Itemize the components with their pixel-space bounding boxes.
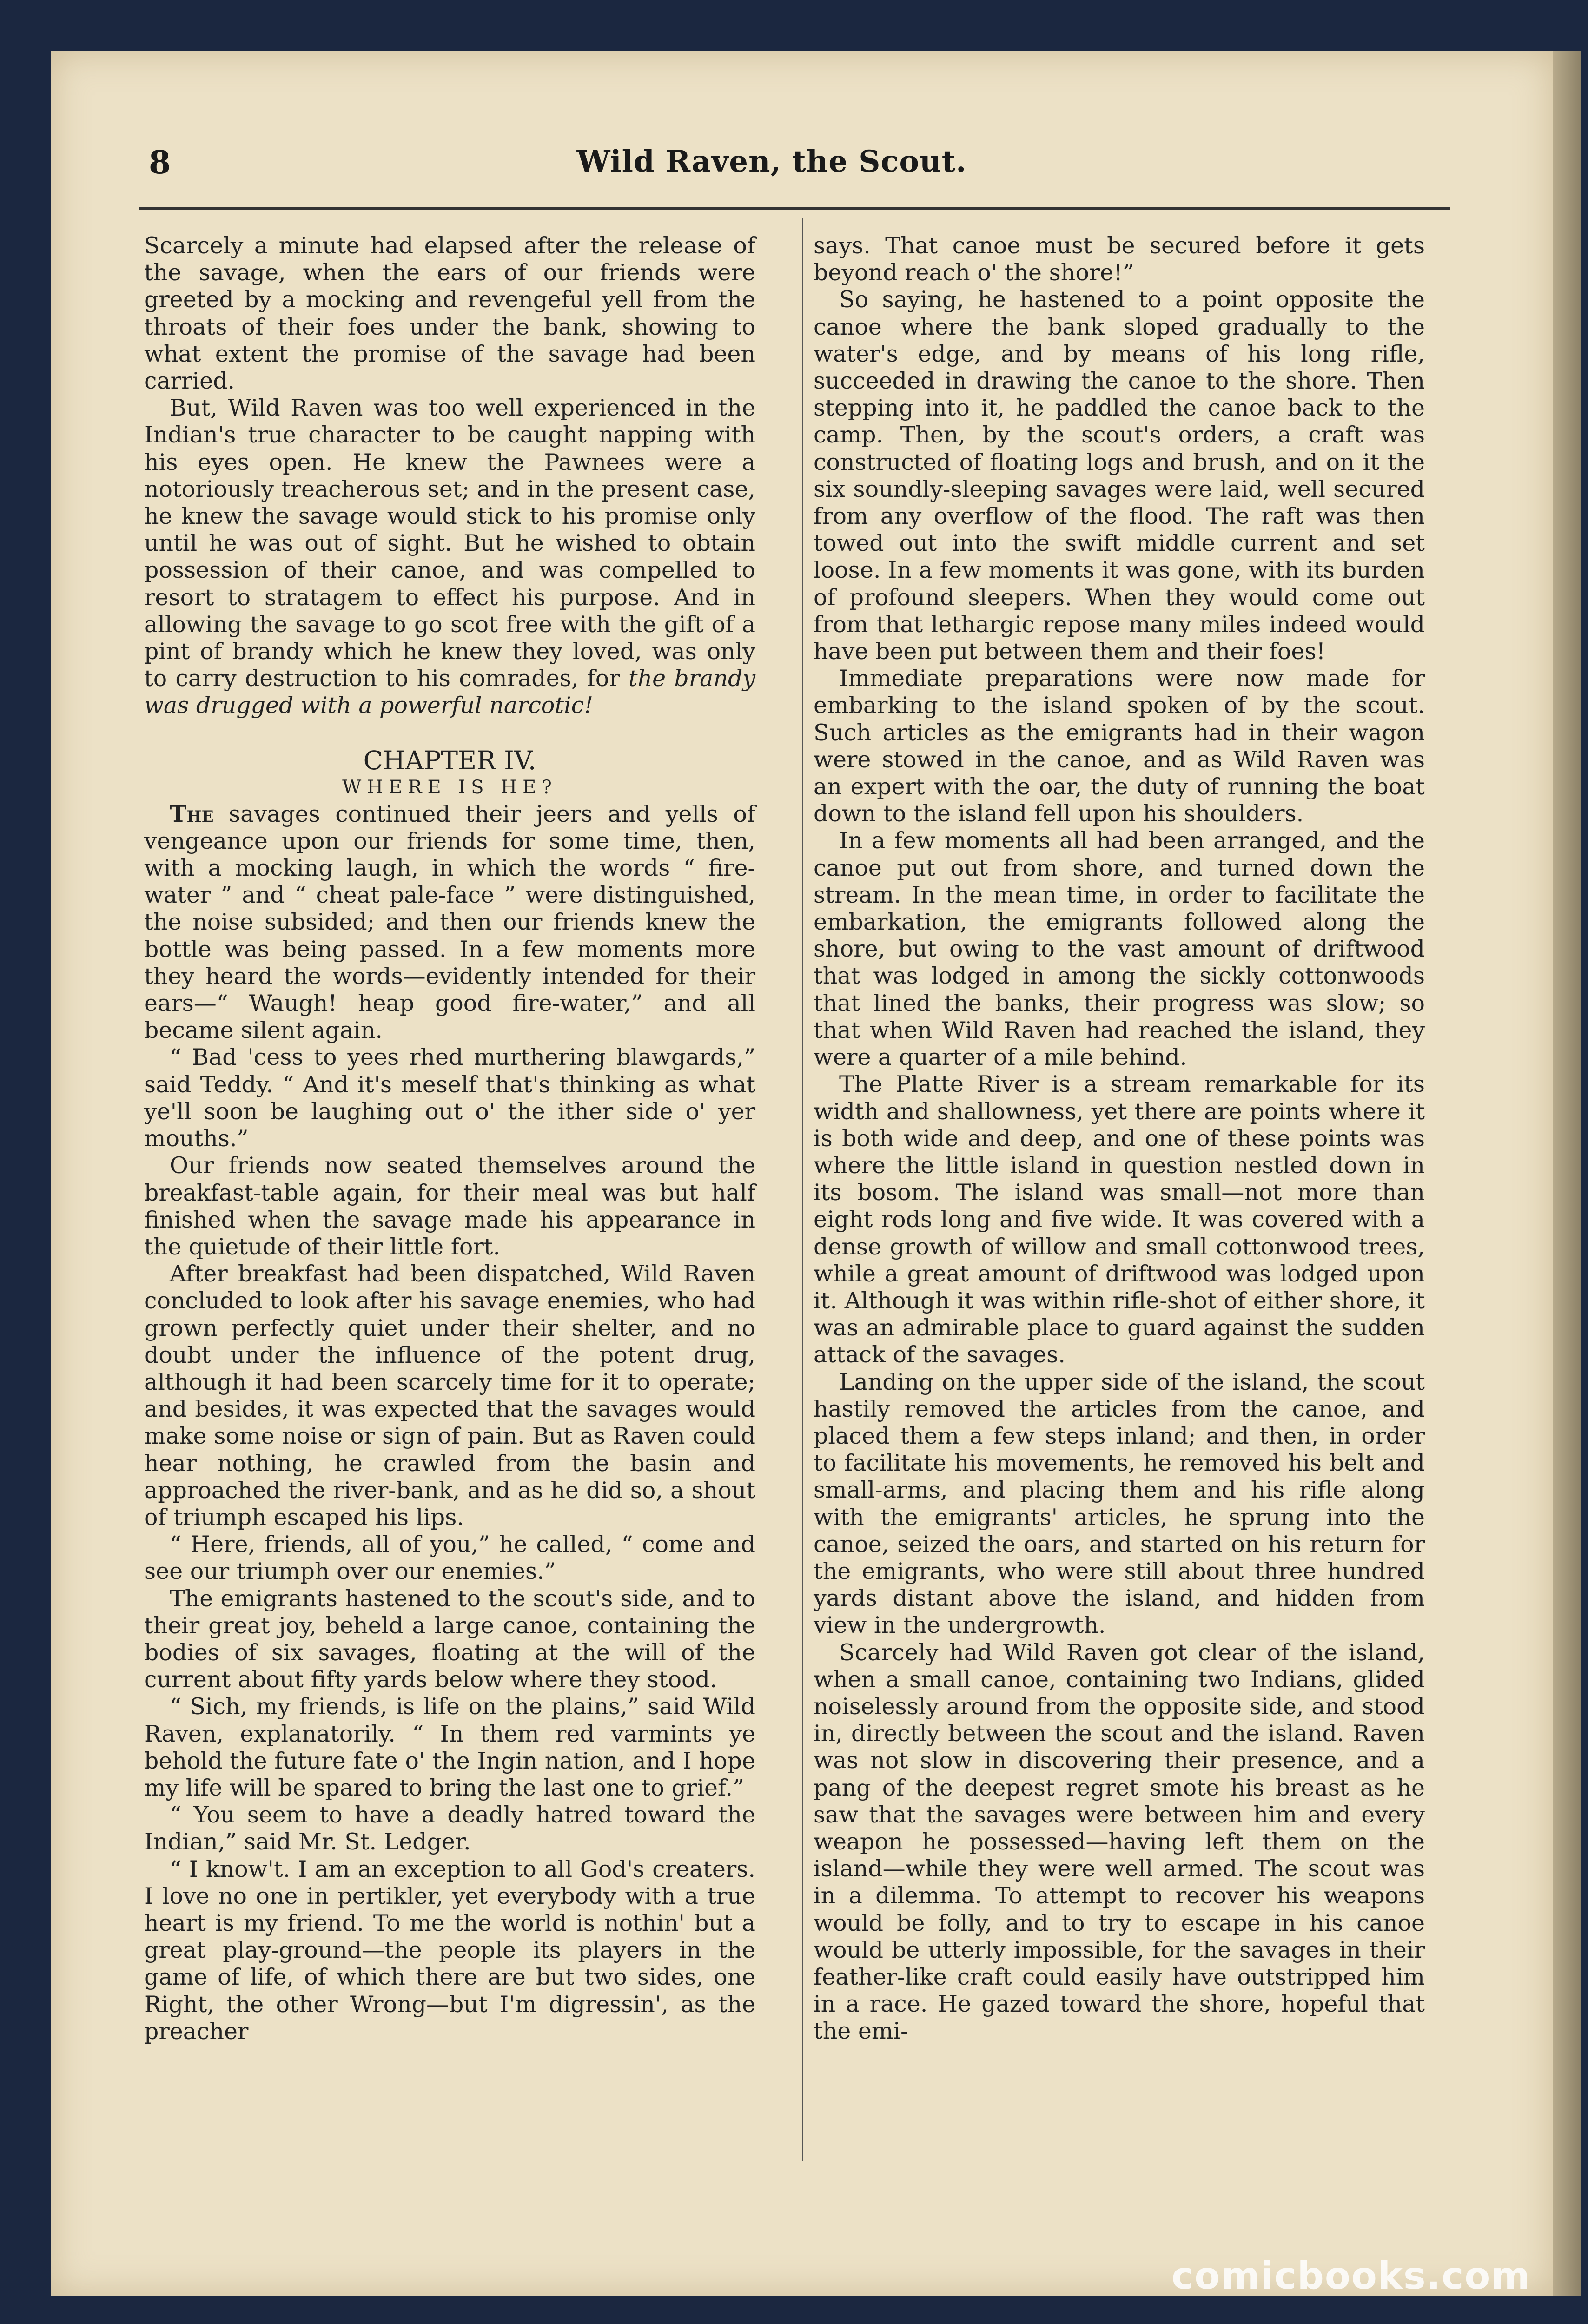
lead-word: The bbox=[170, 800, 214, 827]
paragraph: In a few moments all had been arranged, and the canoe put out from shore, and turned down the stream. In the mean time, in order to facilitate the embarkation, the emigrants followed along the shore, but owing to the vast amount of driftwood that was lodged in among the sickly cottonwoods that lined the banks, their progress was slow; so that when Wild Raven had reached the island, they were a quarter of a mile behind. bbox=[814, 827, 1425, 1071]
left-column bbox=[144, 232, 755, 2161]
watermark: comicbooks.com bbox=[1171, 2254, 1531, 2298]
paragraph-text: But, Wild Raven was too well experienced in the Indian's true character to be caught napping with his eyes open. He knew the Pawnees were a notoriously treacherous set; and in the present case, he knew the savage would stick to his promise only until he was out of sight. But he wished to obtain possession of their canoe, and was compelled to resort to stratagem to effect his purpose. And in allowing the savage to go scot free with the gift of a pint of brandy which he knew they loved, was only to carry destruction to his comrades, for bbox=[144, 395, 755, 692]
right-column bbox=[814, 232, 1425, 2161]
paragraph: Landing on the upper side of the island, the scout hastily removed the articles from the canoe, and placed them a few steps inland; and then, in order to facilitate his movements, he removed his belt and small-arms, and placing them and his rifle along with the emigrants' articles, he sprung into the canoe, seized the oars, and started on his return for the emigrants, who were still about three hundred yards distant above the island, and hidden from view in the undergrowth. bbox=[814, 1368, 1425, 1639]
header-rule bbox=[139, 207, 1450, 210]
paragraph: Scarcely had Wild Raven got clear of the island, when a small canoe, containing two Indians, glided noiselessly around from the opposite side, and stood in, directly between the scout and the island. Raven was not slow in discovering their presence, and a pang of the deepest regret smote his breast as he saw that the savages were between him and every weapon he possessed—having left them on the island—while they were well armed. The scout was in a dilemma. To attempt to recover his weapons would be folly, and to try to escape in his canoe would be utterly impossible, for the savages in their feather-like craft could easily have outstripped him in a race. He gazed toward the shore, hopeful that the emi- bbox=[814, 1639, 1425, 2045]
paragraph: Our friends now seated themselves around the breakfast-table again, for their meal was but half finished when the savage made his appearance in the quietude of their little fort. bbox=[144, 1152, 755, 1260]
paragraph: After breakfast had been dispatched, Wild Raven concluded to look after his savage enemies, who had grown perfectly quiet under their shelter, and no doubt under the influence of the potent drug, although it had been scarcely time for it to operate; and besides, it was expected that the savages would make some noise or sign of pain. But as Raven could hear nothing, he crawled from the basin and approached the river-bank, and as he did so, a shout of triumph escaped his lips. bbox=[144, 1261, 755, 1531]
paragraph: “ You seem to have a deadly hatred toward the Indian,” said Mr. St. Ledger. bbox=[144, 1802, 755, 1855]
italic-text: the brandy was drugged with a powerful narcotic! bbox=[144, 665, 755, 719]
paragraph: “ Sich, my friends, is life on the plains,” said Wild Raven, explanatorily. “ In them red varmints ye behold the future fate o' the Ingin nation, and I hope my life will be spared to bring the last one to grief.” bbox=[144, 1693, 755, 1801]
paragraph bbox=[144, 395, 755, 719]
page-number: 8 bbox=[149, 144, 171, 181]
paragraph: “ Bad 'cess to yees rhed murthering blawgards,” said Teddy. “ And it's meself that's thinking as what ye'll soon be laughing out o' the ither side o' yer mouths.” bbox=[144, 1044, 755, 1152]
paragraph: The Platte River is a stream remarkable for its width and shallowness, yet there are points where it is both wide and deep, and one of these points was where the little island in question nestled down in its bosom. The island was small—not more than eight rods long and five wide. It was covered with a dense growth of willow and small cottonwood trees, while a great amount of driftwood was lodged upon it. Although it was within rifle-shot of either shore, it was an admirable place to guard against the sudden attack of the savages. bbox=[814, 1071, 1425, 1368]
paragraph: So saying, he hastened to a point opposite the canoe where the bank sloped gradually to the water's edge, and by means of his long rifle, succeeded in drawing the canoe to the shore. Then stepping into it, he paddled the canoe back to the camp. Then, by the scout's orders, a craft was constructed of floating logs and brush, and on it the six soundly-sleeping savages were laid, well secured from any overflow of the flood. The raft was then towed out into the swift middle current and set loose. In a few moments it was gone, with its burden of profound sleepers. When they would come out from that lethargic repose many miles indeed would have been put between them and their foes! bbox=[814, 286, 1425, 665]
paragraph: Immediate preparations were now made for embarking to the island spoken of by the scout. Such articles as the emigrants had in their wagon were stowed in the canoe, and as Wild Raven was an expert with the oar, the duty of running the boat down to the island fell upon his shoulders. bbox=[814, 665, 1425, 827]
paragraph: Scarcely a minute had elapsed after the release of the savage, when the ears of our friends were greeted by a mocking and revengeful yell from the throats of their foes under the bank, showing to what extent the promise of the savage had been carried. bbox=[144, 232, 755, 395]
paragraph bbox=[144, 800, 755, 1044]
paragraph: “ I know't. I am an exception to all God's creaters. I love no one in pertikler, yet everybody with a true heart is my friend. To me the world is nothin' but a great play-ground—the people its players in the game of life, of which there are but two sides, one Right, the other Wrong—but I'm digressin', as the preacher bbox=[144, 1855, 755, 2045]
paragraph: says. That canoe must be secured before it gets beyond reach o' the shore!” bbox=[814, 232, 1425, 286]
running-title: Wild Raven, the Scout. bbox=[576, 144, 967, 179]
paragraph: “ Here, friends, all of you,” he called, “ come and see our triumph over our enemies.” bbox=[144, 1531, 755, 1585]
paragraph: The emigrants hastened to the scout's side, and to their great joy, beheld a large canoe, containing the bodies of six savages, floating at the will of the current about fifty yards below where they stood. bbox=[144, 1585, 755, 1693]
chapter-title: CHAPTER IV. bbox=[363, 745, 536, 775]
column-divider bbox=[802, 218, 803, 2161]
page-edge bbox=[1553, 51, 1581, 2296]
paragraph-text: savages continued their jeers and yells of vengeance upon our friends for some time, then, with a mocking laugh, in which the words “ fire-water ” and “ cheat pale-face ” were distinguished, the noise subsided; and then our friends knew the bottle was being passed. In a few moments more they heard the words—evidently intended for their ears—“ Waugh! heap good fire-water,” and all became silent again. bbox=[144, 800, 755, 1044]
page-header bbox=[93, 144, 1450, 195]
chapter-subtitle: WHERE IS HE? bbox=[342, 776, 557, 798]
